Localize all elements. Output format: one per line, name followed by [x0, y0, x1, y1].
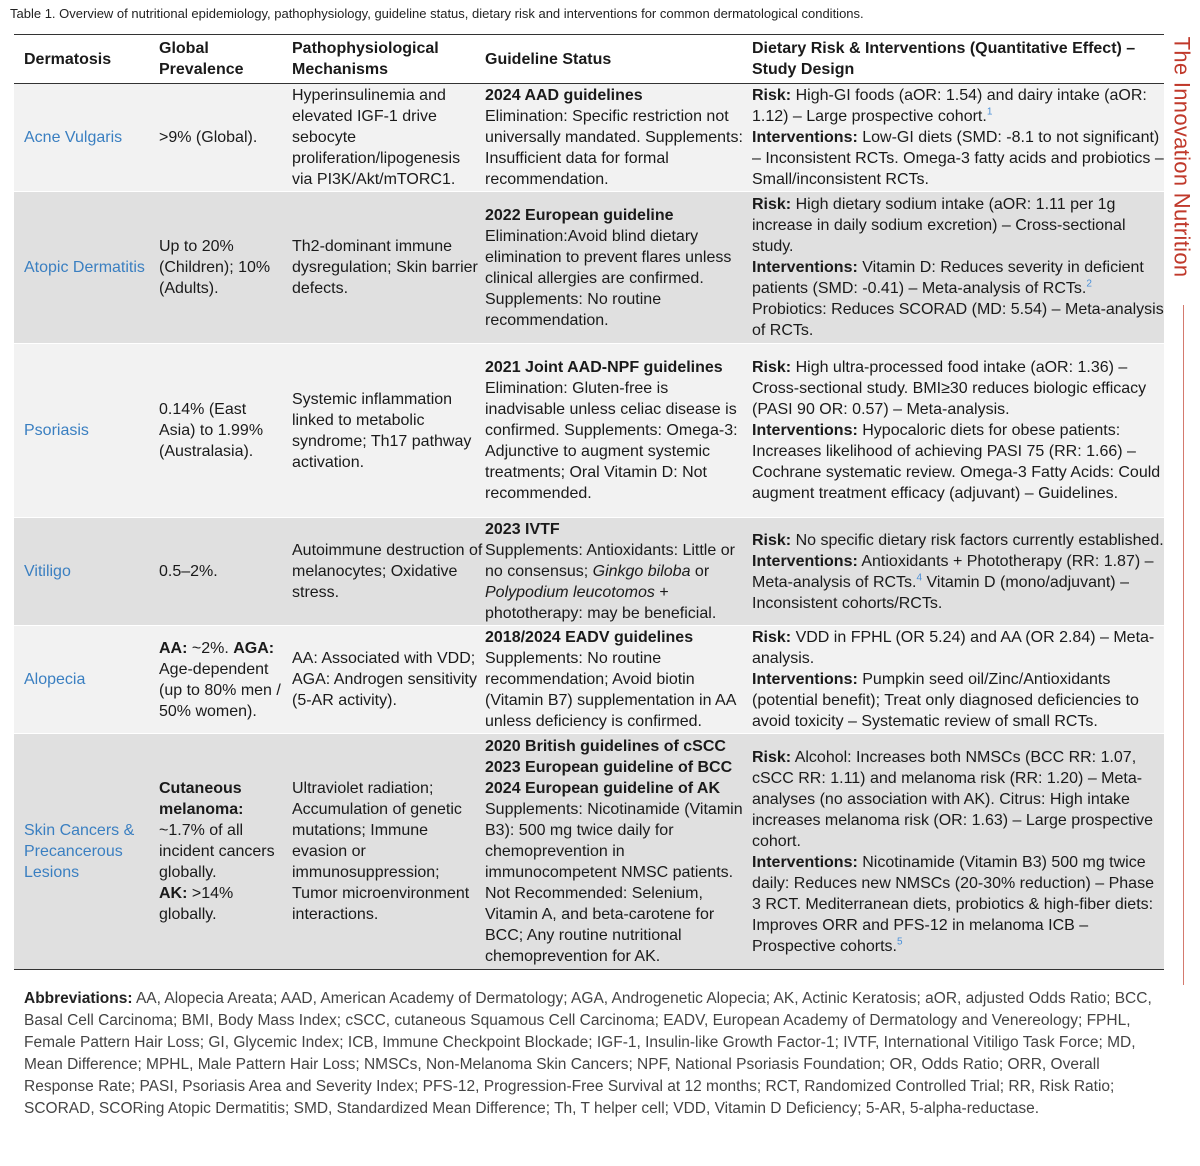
table-caption: Table 1. Overview of nutritional epidemiology, pathophysiology, guideline status, dietary risk and interventions for common dermatological conditions. — [10, 6, 864, 21]
prevalence-label: Cutaneous melanoma: — [159, 780, 244, 818]
reference-marker: 2 — [1086, 278, 1092, 290]
interventions-text: Antioxidants + Phototherapy (RR: 1.87) – Meta-analysis of RCTs. — [752, 552, 1154, 591]
dermatosis-cell: Acne Vulgaris — [24, 129, 123, 146]
dietary-cell — [750, 734, 1164, 970]
guideline-title: 2022 European guideline — [485, 206, 674, 224]
prevalence-cell — [149, 626, 282, 734]
guideline-cell — [483, 192, 750, 344]
risk-label: Risk: — [752, 629, 792, 646]
table-row — [14, 518, 1164, 626]
guideline-text: Elimination:Avoid blind dietary elimination to prevent flares unless clinical allergies are confirmed. Supplements: No routine recommendation. — [485, 227, 732, 329]
interventions-text: Pumpkin seed oil/Zinc/Antioxidants (potential benefit); Treat only diagnosed deficiencies to avoid toxicity – Systematic review of small RCTs. — [752, 671, 1139, 730]
prevalence-cell: Up to 20% (Children); 10% (Adults). — [159, 238, 271, 297]
mechanism-cell: Hyperinsulinemia and elevated IGF-1 drive sebocyte proliferation/lipogenesis via PI3K/Akt/mTORC1. — [292, 87, 461, 188]
prevalence-text: >14% globally. — [159, 885, 234, 923]
overview-table — [14, 34, 1164, 970]
risk-text: Alcohol: Increases both NMSCs (BCC RR: 1.07, cSCC RR: 1.11) and melanoma risk (RR: 1.20) – Meta-analyses (no association with AK). Citrus: High intake increases melanoma risk (OR: 1.63) – Large prospective cohort. — [752, 748, 1154, 850]
dermatosis-cell: Alopecia — [24, 671, 86, 688]
guideline-cell — [483, 626, 750, 734]
reference-marker: 4 — [916, 572, 923, 584]
prevalence-label: AA: — [159, 639, 188, 657]
abbreviations-text: AA, Alopecia Areata; AAD, American Academy of Dermatology; AGA, Androgenetic Alopecia; AK, Actinic Keratosis; aOR, adjusted Odds Ratio; BCC, Basal Cell Carcinoma; BMI, Body Mass Index; cSCC, cutaneous Squamous Cell Carcinoma; EADV, European Academy of Dermatology and Venereology; FPHL, Female Pattern Hair Loss; GI, Glycemic Index; ICB, Immune Checkpoint Blockade; IGF-1, Insulin-like Growth Factor-1; IVTF, International Vitiligo Task Force; MD, Mean Difference; MPHL, Male Pattern Hair Loss; NMSCs, Non-Melanoma Skin Cancers; NPF, National Psoriasis Foundation; OR, Odds Ratio; ORR, Overall Response Rate; PASI, Psoriasis Area and Severity Index; PFS-12, Progression-Free Survival at 12 months; RCT, Randomized Controlled Trial; RR, Risk Ratio; SCORAD, SCORing Atopic Dermatitis; SMD, Standardized Mean Difference; Th, T helper cell; VDD, Vitamin D Deficiency; 5-AR, 5-alpha-reductase. — [24, 990, 1152, 1117]
risk-text: No specific dietary risk factors currently established. — [795, 531, 1164, 549]
guideline-title: 2021 Joint AAD-NPF guidelines — [485, 359, 723, 376]
header-guideline: Guideline Status — [485, 50, 612, 68]
interventions-label: Interventions: — [752, 552, 858, 570]
prevalence-text: ~2%. — [187, 639, 234, 657]
guideline-text: Elimination: Gluten-free is inadvisable unless celiac disease is confirmed. Supplements: Omega-3: Adjunctive to augment systemic treatments; Oral Vitamin D: Not recommended. — [485, 380, 738, 502]
dermatosis-cell: Atopic Dermatitis — [24, 259, 145, 276]
table-row — [14, 734, 1164, 970]
interventions-label: Interventions: — [752, 853, 858, 871]
risk-label: Risk: — [752, 87, 792, 104]
interventions-text: Nicotinamide (Vitamin B3) 500 mg twice daily: Reduces new NMSCs (20-30% reduction) – Phase 3 RCT. Mediterranean diets, probiotics & high-fiber diets: Improves ORR and PFS-12 in melanoma ICB – Prospective cohorts. — [752, 853, 1154, 955]
table-row — [14, 344, 1164, 518]
interventions-text: Probiotics: Reduces SCORAD (MD: 5.54) – Meta-analysis of RCTs. — [752, 301, 1164, 339]
risk-text: High-GI foods (aOR: 1.54) and dairy intake (aOR: 1.12) – Large prospective cohort. — [752, 87, 1147, 125]
guideline-title: 2024 European guideline of AK — [485, 780, 721, 797]
guideline-species: Ginkgo biloba — [592, 563, 691, 580]
risk-label: Risk: — [752, 531, 792, 549]
risk-label: Risk: — [752, 359, 792, 376]
table-row — [14, 84, 1164, 192]
dermatosis-cell: Psoriasis — [24, 422, 89, 439]
guideline-species: Polypodium leucotomos — [485, 584, 655, 601]
guideline-text: or — [690, 563, 710, 580]
guideline-title: 2023 European guideline of BCC — [485, 759, 733, 776]
prevalence-cell: 0.14% (East Asia) to 1.99% (Australasia). — [159, 401, 264, 460]
guideline-title: 2020 British guidelines of cSCC — [485, 738, 726, 755]
dermatosis-cell: Vitiligo — [24, 563, 71, 580]
risk-text: VDD in FPHL (OR 5.24) and AA (OR 2.84) – Meta-analysis. — [752, 629, 1155, 667]
abbreviations-footnote — [24, 988, 1169, 1120]
reference-marker: 1 — [986, 106, 993, 118]
risk-text: High ultra-processed food intake (aOR: 1.36) – Cross-sectional study. BMI≥30 reduces biologic efficacy (PASI 90 OR: 0.57) – Meta-analysis. — [752, 359, 1147, 418]
guideline-text: Elimination: Specific restriction not universally mandated. Supplements: Insufficient data for formal recommendation. — [485, 108, 743, 188]
guideline-title: 2018/2024 EADV guidelines — [485, 629, 694, 646]
dietary-cell — [750, 518, 1164, 626]
table-row — [14, 626, 1164, 734]
prevalence-label: AK: — [159, 885, 188, 902]
guideline-title: 2024 AAD guidelines — [485, 87, 643, 104]
prevalence-cell — [149, 734, 282, 970]
guideline-cell — [483, 84, 750, 192]
reference-marker: 5 — [896, 936, 903, 948]
dietary-cell — [750, 344, 1164, 518]
interventions-label: Interventions: — [752, 259, 858, 276]
guideline-cell — [483, 518, 750, 626]
prevalence-cell: 0.5–2%. — [159, 563, 218, 580]
guideline-cell — [483, 344, 750, 518]
guideline-text: Supplements: No routine recommendation; Avoid biotin (Vitamin B7) supplementation in AA unless deficiency is confirmed. — [485, 650, 736, 730]
interventions-label: Interventions: — [752, 422, 858, 439]
journal-brand-text: The Innovation Nutrition — [1169, 36, 1194, 278]
interventions-text: Vitamin D: Reduces severity in deficient patients (SMD: -0.41) – Meta-analysis of RCTs. — [752, 259, 1144, 297]
dietary-cell — [750, 84, 1164, 192]
mechanism-cell: Ultraviolet radiation; Accumulation of genetic mutations; Immune evasion or immunosuppression; Tumor microenvironment interactions. — [292, 780, 470, 923]
interventions-text: Low-GI diets (SMD: -8.1 to not significant) – Inconsistent RCTs. Omega-3 fatty acids and probiotics – Small/inconsistent RCTs. — [752, 129, 1164, 188]
prevalence-text: Age-dependent (up to 80% men / 50% women). — [159, 660, 281, 720]
guideline-cell — [483, 734, 750, 970]
dietary-cell — [750, 192, 1164, 344]
header-dermatosis: Dermatosis — [24, 50, 112, 68]
mechanism-cell: Th2-dominant immune dysregulation; Skin barrier defects. — [292, 238, 478, 297]
brand-divider — [1183, 305, 1184, 985]
guideline-title: 2023 IVTF — [485, 521, 560, 538]
guideline-text: Supplements: Antioxidants: Little or no consensus; — [485, 542, 735, 580]
abbreviations-label: Abbreviations: — [24, 990, 133, 1007]
interventions-text: Hypocaloric diets for obese patients: Increases likelihood of achieving PASI 75 (RR: 1.66) – Cochrane systematic review. Omega-3 Fatty Acids: Could augment treatment efficacy (adjuvant) – Guidelines. — [752, 422, 1161, 502]
prevalence-cell: >9% (Global). — [159, 129, 258, 146]
mechanism-cell: Autoimmune destruction of melanocytes; Oxidative stress. — [292, 542, 483, 601]
prevalence-text: ~1.7% of all incident cancers globally. — [159, 822, 275, 881]
dermatosis-cell: Skin Cancers & Precancerous Lesions — [24, 822, 135, 881]
header-prevalence: Global Prevalence — [159, 40, 244, 78]
header-dietary: Dietary Risk & Interventions (Quantitative Effect) – Study Design — [752, 40, 1136, 78]
interventions-text: Vitamin D (mono/adjuvant) – Inconsistent cohorts/RCTs. — [752, 573, 1129, 612]
table-row — [14, 192, 1164, 344]
risk-label: Risk: — [752, 196, 792, 213]
guideline-text: + phototherapy: may be beneficial. — [485, 584, 717, 622]
interventions-label: Interventions: — [752, 671, 858, 688]
interventions-label: Interventions: — [752, 129, 858, 146]
journal-brand — [1168, 22, 1194, 292]
risk-label: Risk: — [752, 748, 792, 766]
mechanism-cell: Systemic inflammation linked to metabolic syndrome; Th17 pathway activation. — [292, 390, 472, 471]
table-header-row — [14, 35, 1164, 84]
guideline-text: Supplements: Nicotinamide (Vitamin B3): 500 mg twice daily for chemoprevention in immunocompetent NMSC patients. Not Recommended: Selenium, Vitamin A, and beta-carotene for BCC; Any routine nutritional chemoprevention for AK. — [485, 801, 743, 965]
dietary-cell — [750, 626, 1164, 734]
mechanism-cell: AA: Associated with VDD; AGA: Androgen sensitivity (5-AR activity). — [292, 650, 477, 709]
prevalence-label: AGA: — [233, 639, 275, 657]
header-mechanisms: Pathophysiological Mechanisms — [292, 40, 439, 78]
risk-text: High dietary sodium intake (aOR: 1.11 per 1g increase in daily sodium excretion) – Cross-sectional study. — [752, 196, 1126, 255]
